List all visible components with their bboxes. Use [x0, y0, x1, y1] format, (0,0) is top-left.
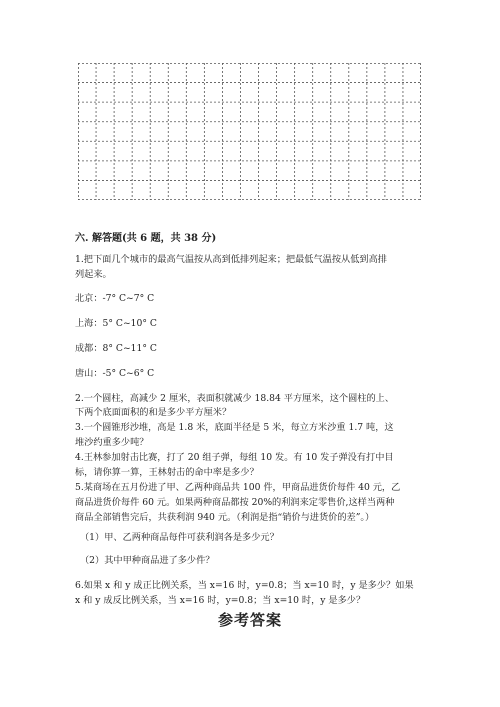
q2-line2: 下两个底面面积的和是多少平方厘米？ [75, 407, 232, 418]
writing-grid [78, 63, 421, 200]
q6-line1: 6.如果 x 和 y 成正比例关系，当 x=16 时，y=0.8；当 x=10 时，y 是多少？如果 [75, 580, 414, 591]
q3-line1: 3.一个圆锥形沙堆，高是 1.8 米，底面半径是 5 米，每立方米沙重 1.7 吨，这 [75, 422, 394, 433]
q4-line1: 4.王林参加射击比赛，打了 20 组子弹，每组 10 发。有 10 发子弹没有打中目 [75, 452, 394, 463]
q3-line2: 堆沙约重多少吨？ [75, 437, 149, 448]
q4-line2: 标，请你算一算，王林射击的命中率是多少？ [75, 467, 259, 478]
q5-sub2: （2）其中甲种商品进了多少件？ [80, 555, 215, 566]
q5-sub1: （1）甲、乙两种商品每件可获利润各是多少元？ [80, 532, 279, 543]
q5-line1: 5.某商场在五月份进了甲、乙两种商品共 100 件，甲商品进货价每件 40 元，乙 [75, 482, 401, 493]
q6-line2: x 和 y 成反比例关系，当 x=16 时，y=0.8；当 x=10 时，y 是多少？ [75, 595, 366, 606]
q1-line1: 1.把下面几个城市的最高气温按从高到低排列起来；把最低气温按从低到高排 [75, 254, 387, 265]
answer-title: 参考答案 [217, 611, 282, 629]
city-tangshan: 唐山：-5° C~6° C [75, 368, 155, 379]
q2-line1: 2.一个圆柱，高减少 2 厘米，表面积就减少 18.84 平方厘米，这个圆柱的上、 [75, 393, 395, 404]
city-beijing: 北京：-7° C~7° C [75, 293, 155, 304]
city-chengdu: 成都：8° C~11° C [75, 343, 157, 354]
q1-line2: 列起来。 [75, 269, 112, 280]
q5-line3: 商品全部销售完后，共获利润 940 元。（利润是指“销价与进货价的差”。） [75, 512, 375, 523]
section-title: 六. 解答题(共 6 题，共 38 分) [75, 233, 217, 244]
q5-line2: 商品进货价每件 60 元。如果两种商品都按 20%的利润来定零售价,这样当两种 [75, 497, 395, 508]
city-shanghai: 上海：5° C~10° C [75, 318, 157, 329]
